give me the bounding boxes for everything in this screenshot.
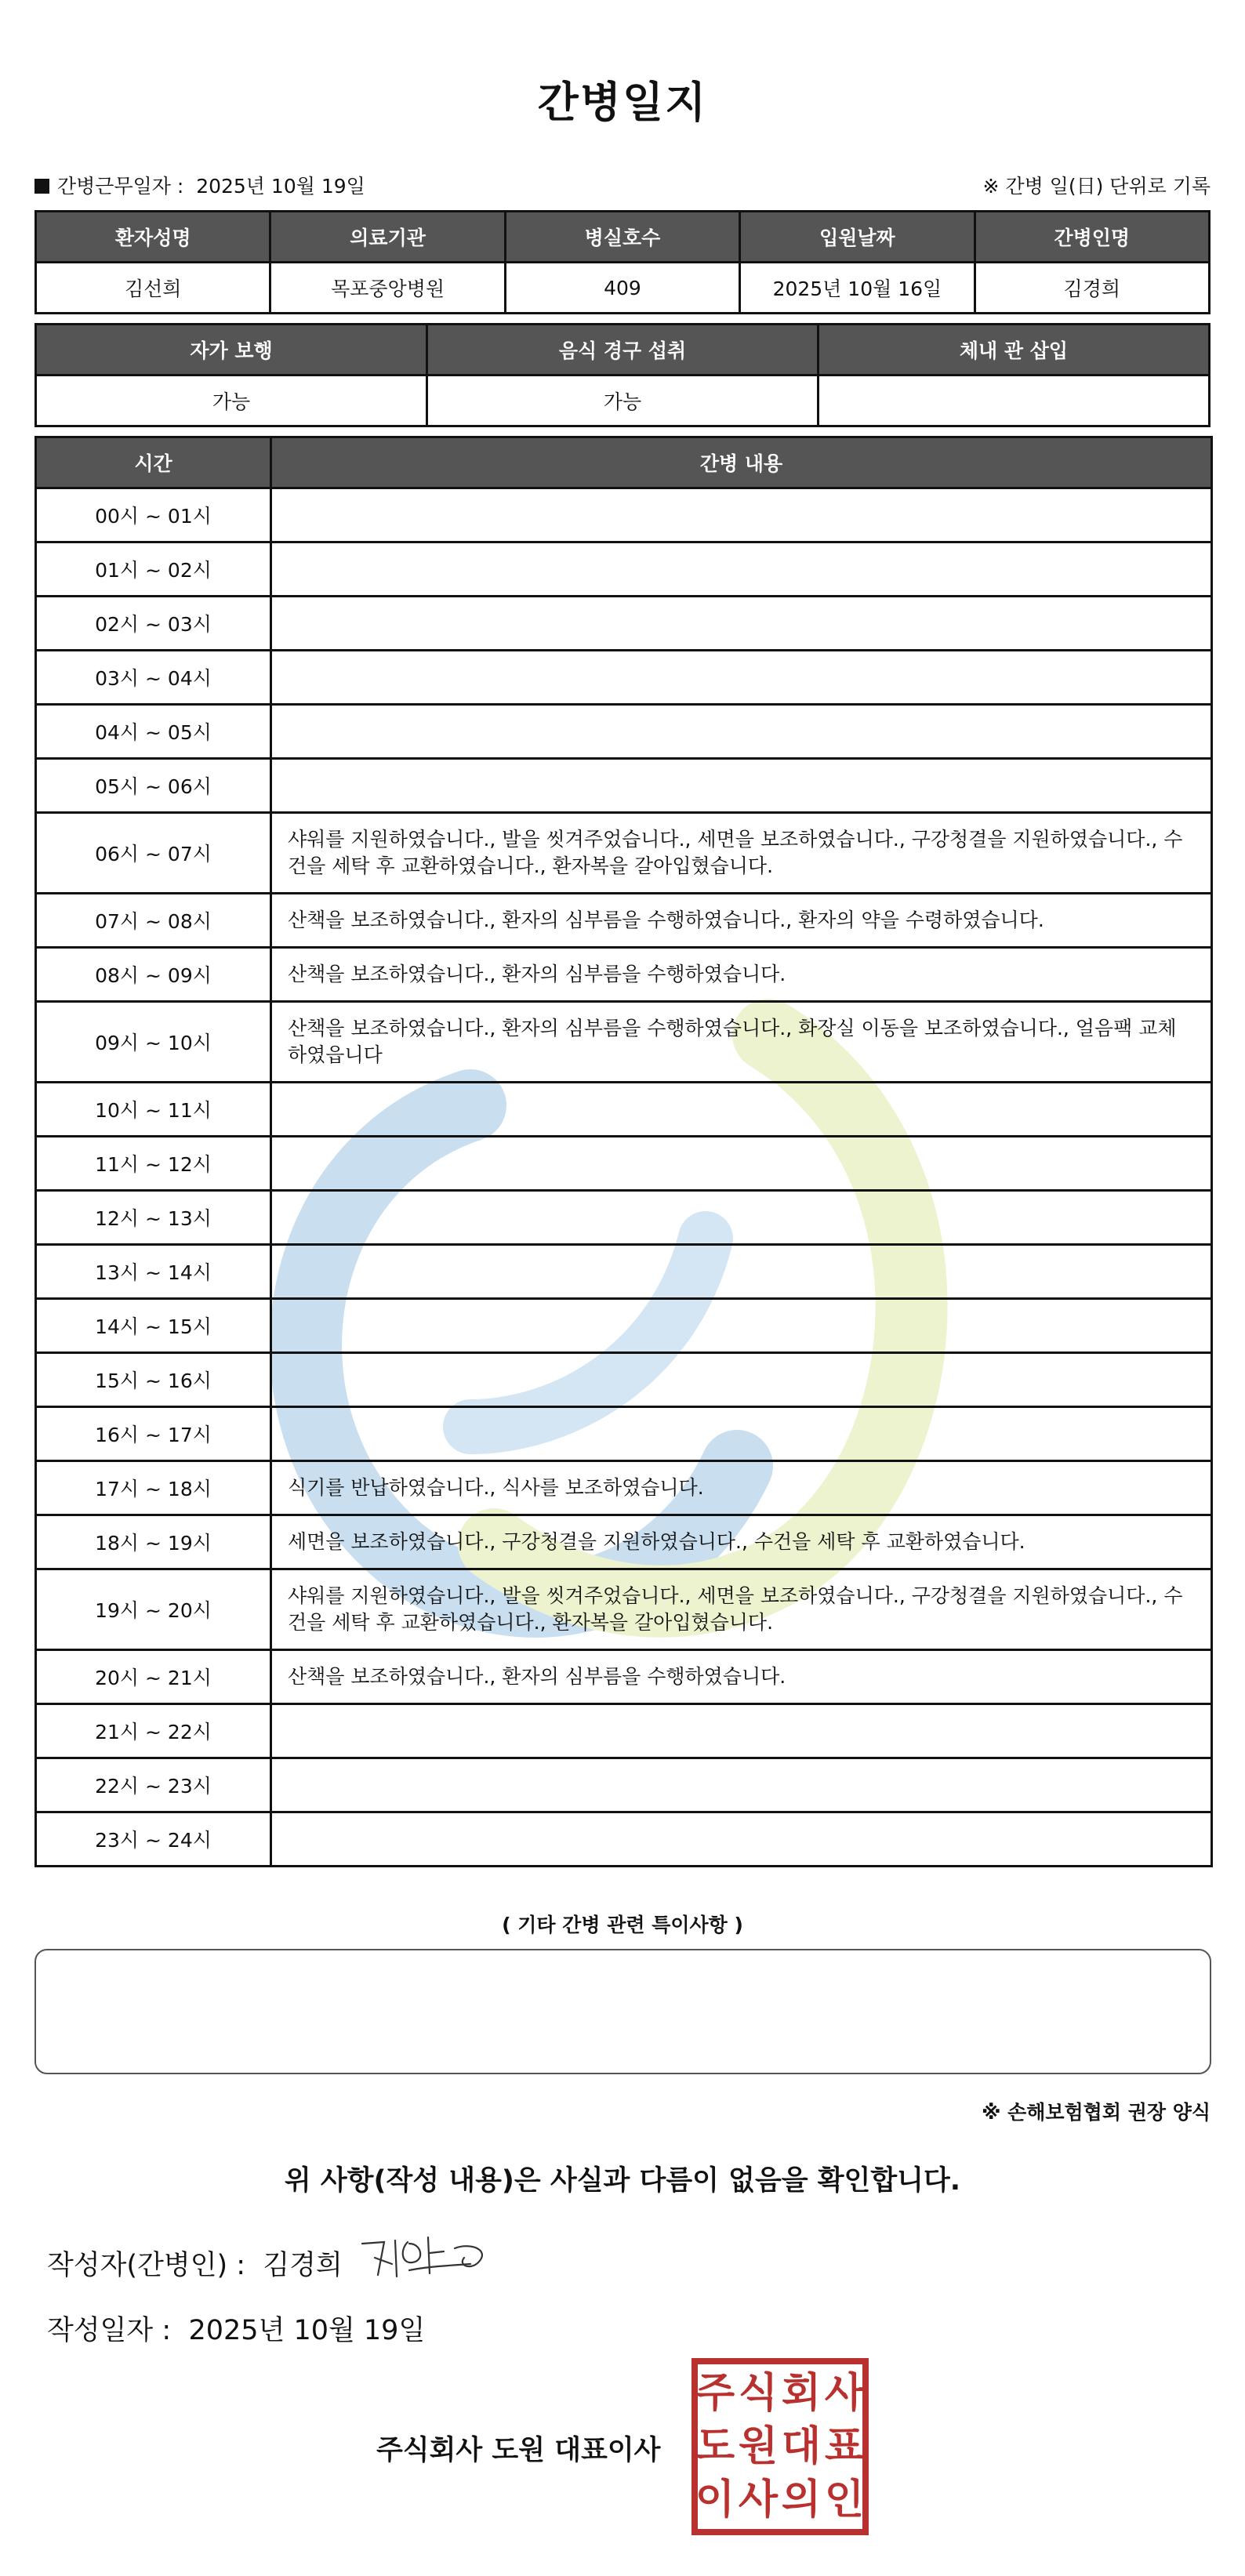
care-note: 샤워를 지원하였습니다., 발을 씻겨주었습니다., 세면을 보조하였습니다., 구강청결을 지원하였습니다., 수건을 세탁 후 교환하였습니다., 환자복을 갈아입혔습니다. (271, 1569, 1212, 1650)
time-slot: 19시 ~ 20시 (36, 1569, 271, 1650)
seal-character: 주 (695, 2370, 735, 2417)
care-note (271, 1407, 1212, 1461)
special-notes-box (34, 1949, 1211, 2074)
time-slot: 05시 ~ 06시 (36, 759, 271, 813)
care-note (271, 651, 1212, 705)
care-note (271, 1812, 1212, 1867)
table-row (36, 894, 1212, 948)
time-slot: 03시 ~ 04시 (36, 651, 271, 705)
square-bullet-icon (34, 179, 49, 194)
tube-insertion-value (819, 376, 1210, 426)
seal-character: 표 (824, 2423, 865, 2470)
time-slot: 09시 ~ 10시 (36, 1002, 271, 1083)
time-slot: 13시 ~ 14시 (36, 1245, 271, 1299)
hospital-name: 목포중앙병원 (270, 263, 505, 314)
table-row (36, 1704, 1212, 1758)
care-note: 산책을 보조하였습니다., 환자의 심부름을 수행하였습니다. (271, 948, 1212, 1002)
table-row (36, 1191, 1212, 1245)
table-row (36, 1083, 1212, 1137)
time-slot: 15시 ~ 16시 (36, 1353, 271, 1407)
special-notes-heading: ( 기타 간병 관련 특이사항 ) (502, 1914, 743, 1936)
time-slot: 10시 ~ 11시 (36, 1083, 271, 1137)
table-row (36, 651, 1212, 705)
header-tube-insertion: 체내 관 삽입 (819, 325, 1210, 376)
table-row (36, 1758, 1212, 1812)
written-date-line (47, 2309, 425, 2348)
time-slot: 08시 ~ 09시 (36, 948, 271, 1002)
patient-status-table (34, 323, 1211, 427)
self-walking-value: 가능 (36, 376, 427, 426)
room-number: 409 (505, 263, 739, 314)
time-slot: 11시 ~ 12시 (36, 1137, 271, 1191)
table-row (36, 1137, 1212, 1191)
time-slot: 02시 ~ 03시 (36, 597, 271, 651)
care-log-table (34, 436, 1213, 1867)
care-note: 산책을 보조하였습니다., 환자의 심부름을 수행하였습니다., 화장실 이동을 보조하였습니다., 얼음팩 교체 하였읍니다 (271, 1002, 1212, 1083)
care-note (271, 1083, 1212, 1137)
table-row (36, 705, 1212, 759)
form-source-note: ※ 손해보험협회 권장 양식 (982, 2101, 1211, 2124)
patient-name: 김선희 (36, 263, 270, 314)
writer-line (47, 2244, 343, 2283)
table-row (36, 1812, 1212, 1867)
header-care-content: 간병 내용 (271, 437, 1212, 488)
header-patient-name: 환자성명 (36, 212, 270, 263)
time-slot: 21시 ~ 22시 (36, 1704, 271, 1758)
care-note (271, 1299, 1212, 1353)
seal-character: 인 (824, 2476, 865, 2523)
table-row (36, 759, 1212, 813)
seal-character: 원 (738, 2423, 779, 2470)
care-note (271, 759, 1212, 813)
care-note: 세면을 보조하였습니다., 구강청결을 지원하였습니다., 수건을 세탁 후 교환하였습니다. (271, 1515, 1212, 1569)
header-hospital: 의료기관 (270, 212, 505, 263)
care-date-label: 간병근무일자 : (57, 175, 184, 198)
handwritten-signature (353, 2226, 502, 2289)
seal-character: 회 (781, 2370, 822, 2417)
time-slot: 12시 ~ 13시 (36, 1191, 271, 1245)
seal-character: 의 (781, 2476, 822, 2523)
time-slot: 06시 ~ 07시 (36, 813, 271, 894)
care-note: 식기를 반납하였습니다., 식사를 보조하였습니다. (271, 1461, 1212, 1515)
time-slot: 20시 ~ 21시 (36, 1650, 271, 1704)
caregiver-name: 김경희 (975, 263, 1209, 314)
care-note (271, 1704, 1212, 1758)
care-note (271, 597, 1212, 651)
seal-character: 대 (781, 2423, 822, 2470)
time-slot: 23시 ~ 24시 (36, 1812, 271, 1867)
confirmation-statement: 위 사항(작성 내용)은 사실과 다름이 없음을 확인합니다. (284, 2165, 961, 2197)
writer-label: 작성자(간병인) : (47, 2250, 246, 2281)
care-date-line (34, 171, 365, 199)
care-note (271, 705, 1212, 759)
table-row (36, 1515, 1212, 1569)
time-slot: 07시 ~ 08시 (36, 894, 271, 948)
seal-character: 이 (695, 2476, 735, 2523)
time-slot: 01시 ~ 02시 (36, 542, 271, 597)
table-row (36, 1002, 1212, 1083)
header-room: 병실호수 (505, 212, 739, 263)
oral-intake-value: 가능 (427, 376, 819, 426)
time-slot: 14시 ~ 15시 (36, 1299, 271, 1353)
header-admission-date: 입원날짜 (740, 212, 975, 263)
written-date-value: 2025년 10월 19일 (188, 2315, 426, 2346)
time-slot: 04시 ~ 05시 (36, 705, 271, 759)
time-slot: 00시 ~ 01시 (36, 488, 271, 542)
header-caregiver-name: 간병인명 (975, 212, 1209, 263)
company-representative: 주식회사 도원 대표이사 (376, 2435, 661, 2466)
admission-date: 2025년 10월 16일 (740, 263, 975, 314)
care-date-value: 2025년 10월 19일 (196, 175, 365, 198)
seal-character: 도 (695, 2423, 735, 2470)
time-slot: 17시 ~ 18시 (36, 1461, 271, 1515)
table-row (36, 1569, 1212, 1650)
care-note (271, 1191, 1212, 1245)
care-note: 산책을 보조하였습니다., 환자의 심부름을 수행하였습니다. (271, 1650, 1212, 1704)
writer-name: 김경희 (263, 2250, 343, 2281)
seal-character: 식 (738, 2370, 779, 2417)
care-note (271, 1758, 1212, 1812)
care-note (271, 488, 1212, 542)
seal-character: 사 (824, 2370, 865, 2417)
seal-character: 사 (738, 2476, 779, 2523)
table-row (36, 542, 1212, 597)
care-note (271, 1245, 1212, 1299)
header-self-walking: 자가 보행 (36, 325, 427, 376)
table-row (36, 1245, 1212, 1299)
company-seal (691, 2358, 869, 2535)
unit-note: ※ 간병 일(日) 단위로 기록 (982, 175, 1211, 198)
header-oral-intake: 음식 경구 섭취 (427, 325, 819, 376)
table-row (36, 597, 1212, 651)
table-row (36, 488, 1212, 542)
patient-info-table (34, 210, 1211, 314)
table-row (36, 1353, 1212, 1407)
care-note: 샤워를 지원하였습니다., 발을 씻겨주었습니다., 세면을 보조하였습니다., 구강청결을 지원하였습니다., 수건을 세탁 후 교환하였습니다., 환자복을 갈아입혔습니다. (271, 813, 1212, 894)
table-row (36, 1461, 1212, 1515)
time-slot: 22시 ~ 23시 (36, 1758, 271, 1812)
table-row (36, 948, 1212, 1002)
care-note (271, 1353, 1212, 1407)
time-slot: 16시 ~ 17시 (36, 1407, 271, 1461)
written-date-label: 작성일자 : (47, 2315, 172, 2346)
table-row (36, 1407, 1212, 1461)
header-time: 시간 (36, 437, 271, 488)
care-note (271, 542, 1212, 597)
care-note (271, 1137, 1212, 1191)
table-row (36, 813, 1212, 894)
time-slot: 18시 ~ 19시 (36, 1515, 271, 1569)
care-note: 산책을 보조하였습니다., 환자의 심부름을 수행하였습니다., 환자의 약을 수령하였습니다. (271, 894, 1212, 948)
table-row (36, 1650, 1212, 1704)
table-row (36, 1299, 1212, 1353)
page-title: 간병일지 (537, 78, 708, 127)
